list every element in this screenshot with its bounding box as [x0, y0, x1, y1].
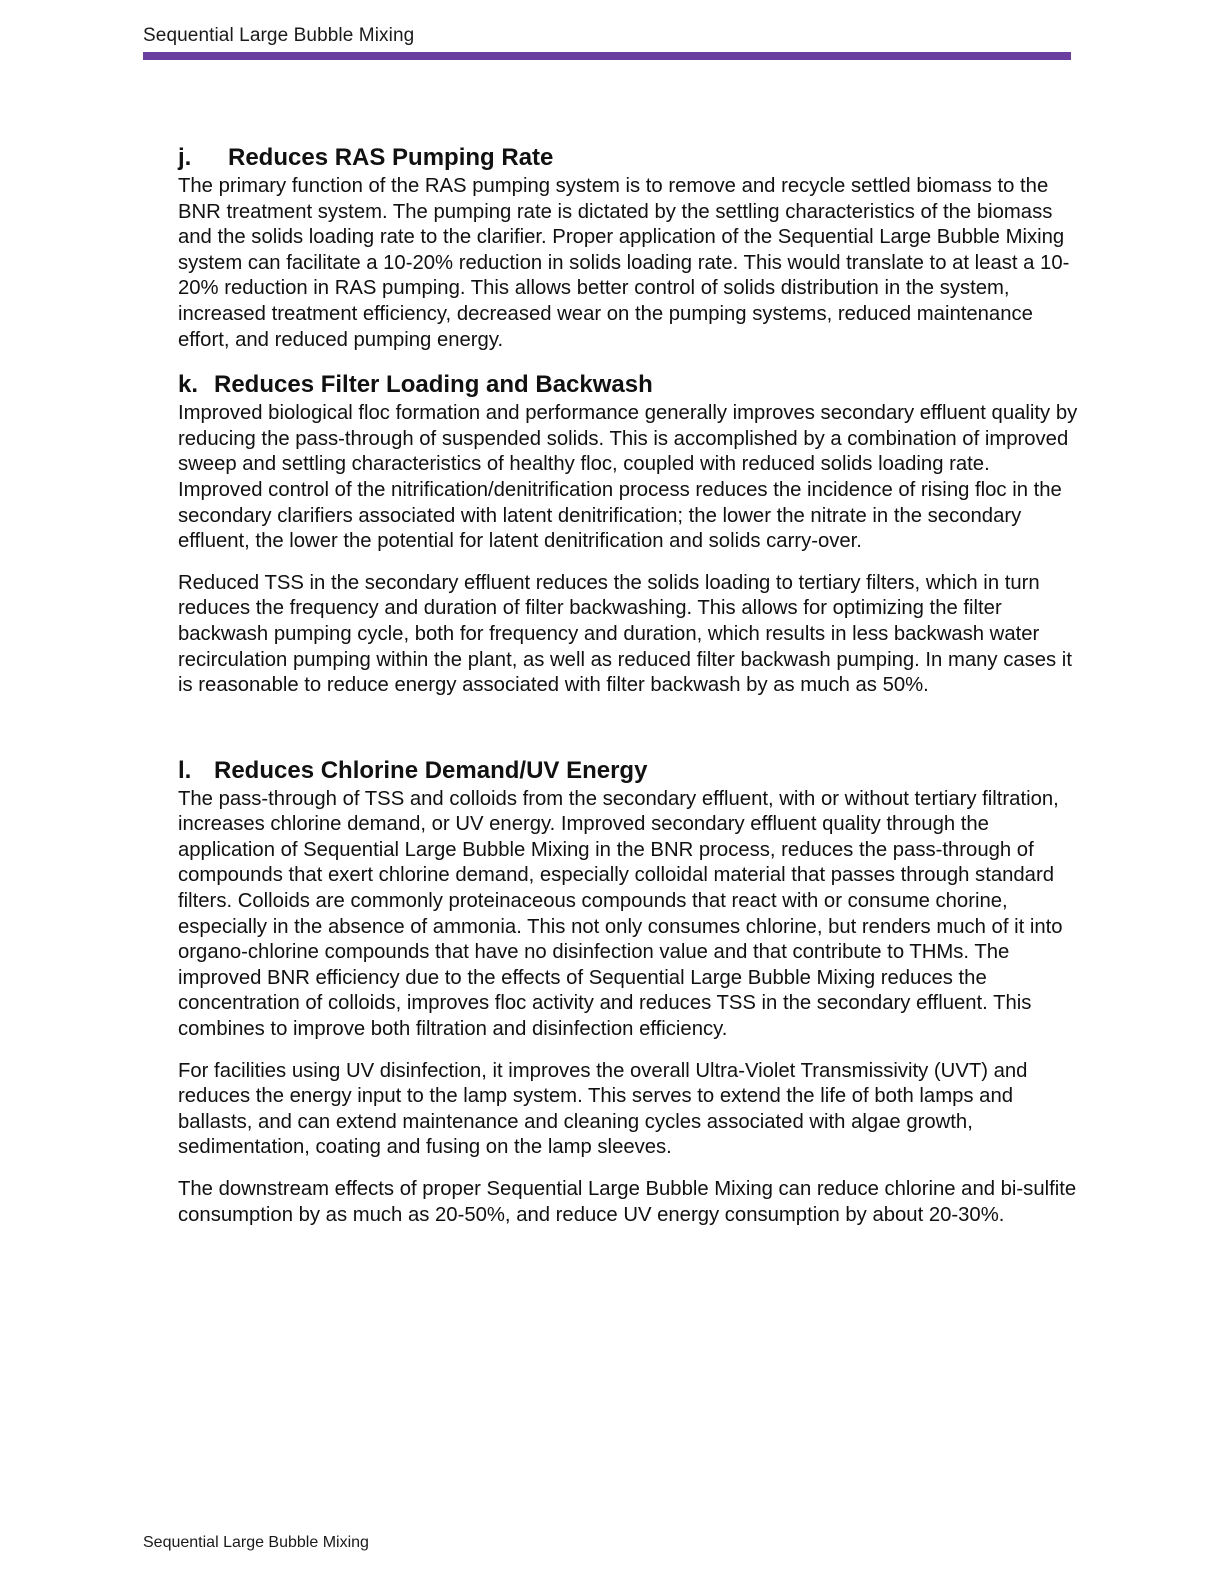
paragraph: Reduced TSS in the secondary effluent reduces the solids loading to tertiary filters, which in turn reduces the frequency and duration of filter backwashing. This allows for optimizing the filter backwash pumping cycle, both for frequency and duration, which results in less backwash water recirculation pumping within the plant, as well as reduced filter backwash pumping. In many cases it is reasonable to reduce energy associated with filter backwash by as much as 50%. — [178, 571, 1072, 697]
paragraph: The pass-through of TSS and colloids from the secondary effluent, with or without tertiary filtration, increases chlorine demand, or UV energy. Improved secondary effluent quality through the application of Sequential Large Bubble Mixing in the BNR process, reduces the pass-through of compounds that exert chlorine demand, especially colloidal material that passes through standard filters. Colloids are commonly proteinaceous compounds that react with or consume chorine, especially in the absence of ammonia. This not only consumes chlorine, but renders much of it into organo-chlorine compounds that have no disinfection value and that contribute to THMs. The improved BNR efficiency due to the effects of Sequential Large Bubble Mixing reduces the concentration of colloids, improves floc activity and reduces TSS in the secondary effluent. This combines to improve both filtration and disinfection efficiency. — [178, 787, 1063, 1041]
section-reduces-chlorine-demand — [178, 755, 1078, 1229]
paragraph: For facilities using UV disinfection, it improves the overall Ultra-Violet Transmissivity (UVT) and reduces the energy input to the lamp system. This serves to extend the life of both lamps and ballasts, and can extend maintenance and cleaning cycles associated with algae growth, sedimentation, coating and fusing on the lamp sleeves. — [178, 1059, 1028, 1159]
section-letter: k. — [178, 371, 199, 399]
section-letter: j. — [178, 144, 192, 171]
section-heading — [178, 369, 1078, 401]
paragraph: Improved biological floc formation and performance generally improves secondary effluent quality by reducing the pass-through of suspended solids. This is accomplished by a combination of improved sweep and settling characteristics of healthy floc, coupled with reduced solids loading rate. Improved control of the nitrification/denitrification process reduces the incidence of rising floc in the secondary clarifiers associated with latent denitrification; the lower the nitrate in the secondary effluent, the lower the potential for latent denitrification and solids carry-over. — [178, 402, 1078, 553]
page-header-title: Sequential Large Bubble Mixing — [143, 25, 415, 46]
section-heading — [178, 142, 1078, 174]
section-title: Reduces RAS Pumping Rate — [228, 144, 554, 171]
section-heading — [178, 755, 1078, 787]
page-footer-title: Sequential Large Bubble Mixing — [143, 1534, 369, 1551]
section-title: Reduces Filter Loading and Backwash — [214, 371, 653, 399]
paragraph: The primary function of the RAS pumping system is to remove and recycle settled biomass to the BNR treatment system. The pumping rate is dictated by the settling characteristics of the biomass and the solids loading rate to the clarifier. Proper application of the Sequential Large Bubble Mixing system can facilitate a 10-20% reduction in solids loading rate. This would translate to at least a 10-20% reduction in RAS pumping. This allows better control of solids distribution in the system, increased treatment efficiency, decreased wear on the pumping systems, reduced maintenance effort, and reduced pumping energy. — [178, 175, 1070, 351]
paragraph: The downstream effects of proper Sequential Large Bubble Mixing can reduce chlorine and bi-sulfite consumption by as much as 20-50%, and reduce UV energy consumption by about 20-30%. — [178, 1178, 1077, 1226]
header-rule — [143, 52, 1071, 60]
section-letter: l. — [178, 756, 192, 784]
section-title: Reduces Chlorine Demand/UV Energy — [214, 756, 648, 784]
section-reduces-filter-loading — [178, 369, 1078, 699]
section-reduces-ras-pumping-rate — [178, 142, 1078, 353]
document-body — [178, 142, 1078, 1228]
